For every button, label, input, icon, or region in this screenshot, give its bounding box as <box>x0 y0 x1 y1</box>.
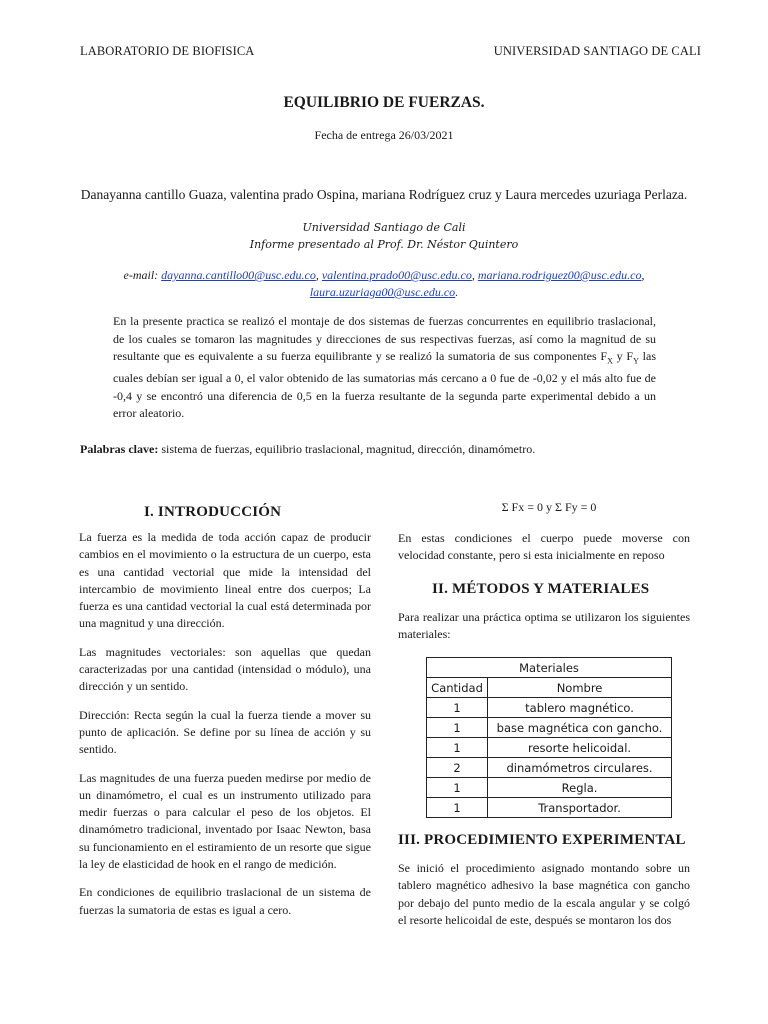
keywords <box>80 442 700 457</box>
table-row <box>427 718 672 738</box>
paper-title: EQUILIBRIO DE FUERZAS. <box>283 94 485 111</box>
table-cell-qty: 1 <box>427 698 488 718</box>
section-heading-introduction: I. INTRODUCCIÓN <box>144 504 282 520</box>
keywords-text: sistema de fuerzas, equilibrio traslacional, magnitud, dirección, dinamómetro. <box>158 442 536 456</box>
running-header-left: LABORATORIO DE BIOFISICA <box>80 44 255 58</box>
table-cell-qty: 2 <box>427 758 488 778</box>
affiliation-university: Universidad Santiago de Cali <box>302 221 466 234</box>
table-cell-qty: 1 <box>427 778 488 798</box>
abstract: En la presente practica se realizó el montaje de dos sistemas de fuerzas concurrentes en equilibrio traslacional, de los cuales se tomaron las magnitudes y direcciones de sus respectivas fuerzas, así como la magnitud de su resultante que es equivalente a su fuerza equilibrante y se realizó la sumatoria de sus componentes $F_X$ y $F_Y$ las cuales debían ser igual a 0, el valor obtenido de las sumatorias más cercano a 0 fue de -0,02 y el más alto fue de -0,4 y se encontró una diferencia de 0,5 en la fuerza resultante de la segunda parte experimental debido a un error aleatorio. <box>113 314 656 421</box>
table-cell-qty: 1 <box>427 738 488 758</box>
materials-table <box>426 657 672 818</box>
table-cell-name: resorte helicoidal. <box>488 738 672 758</box>
table-cell-qty: 1 <box>427 718 488 738</box>
table-cell-name: dinamómetros circulares. <box>488 758 672 778</box>
table-row <box>427 758 672 778</box>
table-row <box>427 798 672 818</box>
intro-paragraph: Las magnitudes vectoriales: son aquellas que quedan caracterizadas por una cantidad (intensidad o módulo), una dirección y un sentido. <box>79 644 371 694</box>
intro-paragraph: La fuerza es la medida de toda acción capaz de producir cambios en el movimiento o la estructura de un cuerpo, esta es una cantidad vectorial que mide la intensidad del intercambio de movimiento lineal entre dos cuerpos; La fuerza es una cantidad vectorial la cual está determinada por una magnitud y una dirección. <box>79 530 371 631</box>
affiliation-professor: Informe presentado al Prof. Dr. Néstor Quintero <box>249 238 519 251</box>
intro-paragraph: Las magnitudes de una fuerza pueden medirse por medio de un dinamómetro, el cual es un instrumento utilizado para medir fuerzas o para calcular el peso de los objetos. El dinamómetro tradicional, inventado por Isaac Newton, basa su funcionamiento en el estiramiento de un resorte que sigue la ley de elasticidad de hook en el rango de medición. <box>79 770 371 872</box>
email-label: e-mail: <box>123 268 159 282</box>
email-link[interactable]: dayanna.cantillo00@usc.edu.co <box>161 268 316 282</box>
intro-paragraph: En condiciones de equilibrio traslacional de un sistema de fuerzas la sumatoria de estas es igual a cero. <box>79 885 371 917</box>
procedure-text: Se inició el procedimiento asignado montando sobre un tablero magnético adhesivo la base magnética con gancho por debajo del punto medio de la escala angular y se colgó el resorte helicoidal de este, después se montaron los dos <box>398 861 690 927</box>
section-heading-procedure: III. PROCEDIMIENTO EXPERIMENTAL <box>398 832 686 848</box>
table-cell-name: Transportador. <box>488 798 672 818</box>
introduction-column <box>79 529 371 930</box>
section-heading-methods: II. MÉTODOS Y MATERIALES <box>432 581 650 597</box>
table-cell-name: tablero magnético. <box>488 698 672 718</box>
table-cell-name: base magnética con gancho. <box>488 718 672 738</box>
table-row <box>427 778 672 798</box>
equilibrium-equation: Σ Fx = 0 y Σ Fy = 0 <box>501 500 597 514</box>
email-block: e-mail: dayanna.cantillo00@usc.edu.co, valentina.prado00@usc.edu.co, mariana.rodriguez00@usc.edu.co, laura.uzuriaga00@usc.edu.co. <box>123 268 645 299</box>
methods-text: Para realizar una práctica optima se utilizaron los siguientes materiales: <box>398 610 690 642</box>
submission-date: Fecha de entrega 26/03/2021 <box>314 128 454 142</box>
email-link[interactable]: mariana.rodriguez00@usc.edu.co <box>477 268 642 282</box>
running-header-right: UNIVERSIDAD SANTIAGO DE CALI <box>493 44 701 58</box>
table-cell-name: Regla. <box>488 778 672 798</box>
keywords-label: Palabras clave: <box>80 442 159 456</box>
table-header-nombre: Nombre <box>488 678 672 698</box>
right-intro-text: En estas condiciones el cuerpo puede moverse con velocidad constante, pero si esta inicialmente en reposo <box>398 531 690 563</box>
table-header-cantidad: Cantidad <box>427 678 488 698</box>
affiliation-block <box>0 219 768 253</box>
table-row <box>427 698 672 718</box>
email-link[interactable]: laura.uzuriaga00@usc.edu.co <box>309 285 456 299</box>
intro-paragraph: Dirección: Recta según la cual la fuerza tiende a mover su punto de aplicación. Se define por su línea de acción y su sentido. <box>79 707 371 757</box>
author-list: Danayanna cantillo Guaza, valentina prado Ospina, mariana Rodríguez cruz y Laura mercedes uzuriaga Perlaza. <box>80 187 688 202</box>
email-link[interactable]: valentina.prado00@usc.edu.co <box>321 268 472 282</box>
table-title: Materiales <box>427 658 672 678</box>
table-cell-qty: 1 <box>427 798 488 818</box>
table-row <box>427 738 672 758</box>
